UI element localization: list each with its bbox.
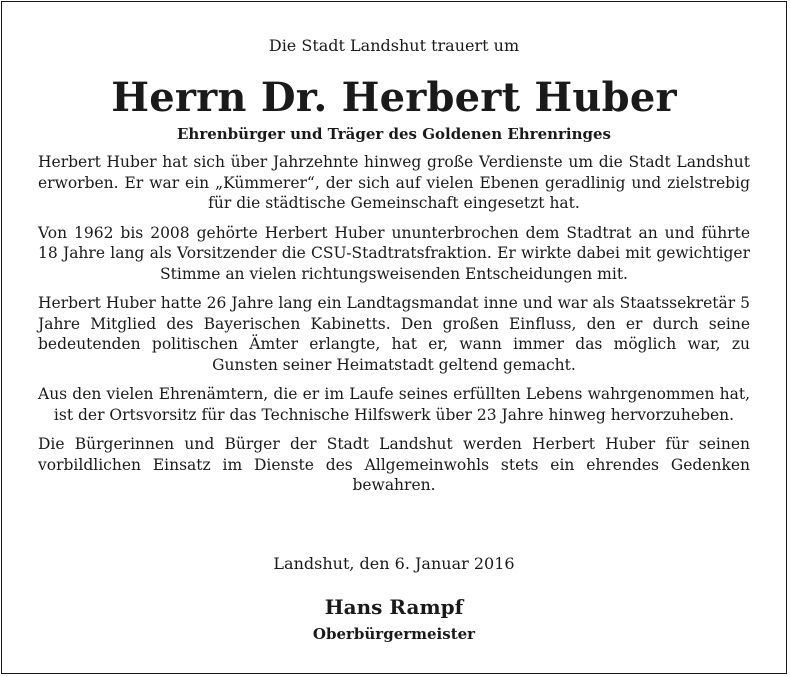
honor-subtitle: Ehrenbürger und Träger des Goldenen Ehrenringes — [176, 125, 611, 143]
signer-title: Oberbürgermeister — [312, 625, 476, 643]
deceased-name-heading: Herrn Dr. Herbert Huber — [111, 74, 677, 121]
tribute-paragraph: Herbert Huber hatte 26 Jahre lang ein Landtagsmandat inne und war als Staatssekretär 5 Jahre Mitglied des Bayerischen Kabinetts. Den großen Einfluss, den er durch seine bedeutenden politischen Ämter erlangte, hat er, wann immer das möglich war, zu Gunsten seiner Heimatstadt geltend gemacht. — [38, 294, 750, 374]
tribute-body — [38, 152, 750, 505]
tribute-paragraph: Von 1962 bis 2008 gehörte Herbert Huber ununterbrochen dem Stadtrat an und führte 18 Jahre lang als Vorsitzender die CSU-Stadtratsfraktion. Er wirkte dabei mit gewichtiger Stimme an vielen richtungsweisenden Entscheidungen mit. — [38, 223, 750, 283]
signer-name: Hans Rampf — [324, 595, 464, 619]
tribute-paragraph: Herbert Huber hat sich über Jahrzehnte hinweg große Verdienste um die Stadt Landshut erworben. Er war ein „Kümmerer“, der sich auf vielen Ebenen geradlinig und zielstrebig für die städtische Gemeinschaft eingesetzt hat. — [38, 153, 750, 212]
intro-line: Die Stadt Landshut trauert um — [268, 36, 520, 55]
obituary-notice — [1, 1, 787, 674]
place-and-date: Landshut, den 6. Januar 2016 — [273, 554, 515, 573]
tribute-paragraph: Aus den vielen Ehrenämtern, die er im Laufe seines erfüllten Lebens wahrgenommen hat, ist der Ortsvorsitz für das Technische Hilfswerk über 23 Jahre hinweg hervorzuheben. — [38, 385, 750, 424]
tribute-paragraph: Die Bürgerinnen und Bürger der Stadt Landshut werden Herbert Huber für seinen vorbildlichen Einsatz im Dienste des Allgemeinwohls stets ein ehrendes Gedenken bewahren. — [38, 435, 750, 494]
